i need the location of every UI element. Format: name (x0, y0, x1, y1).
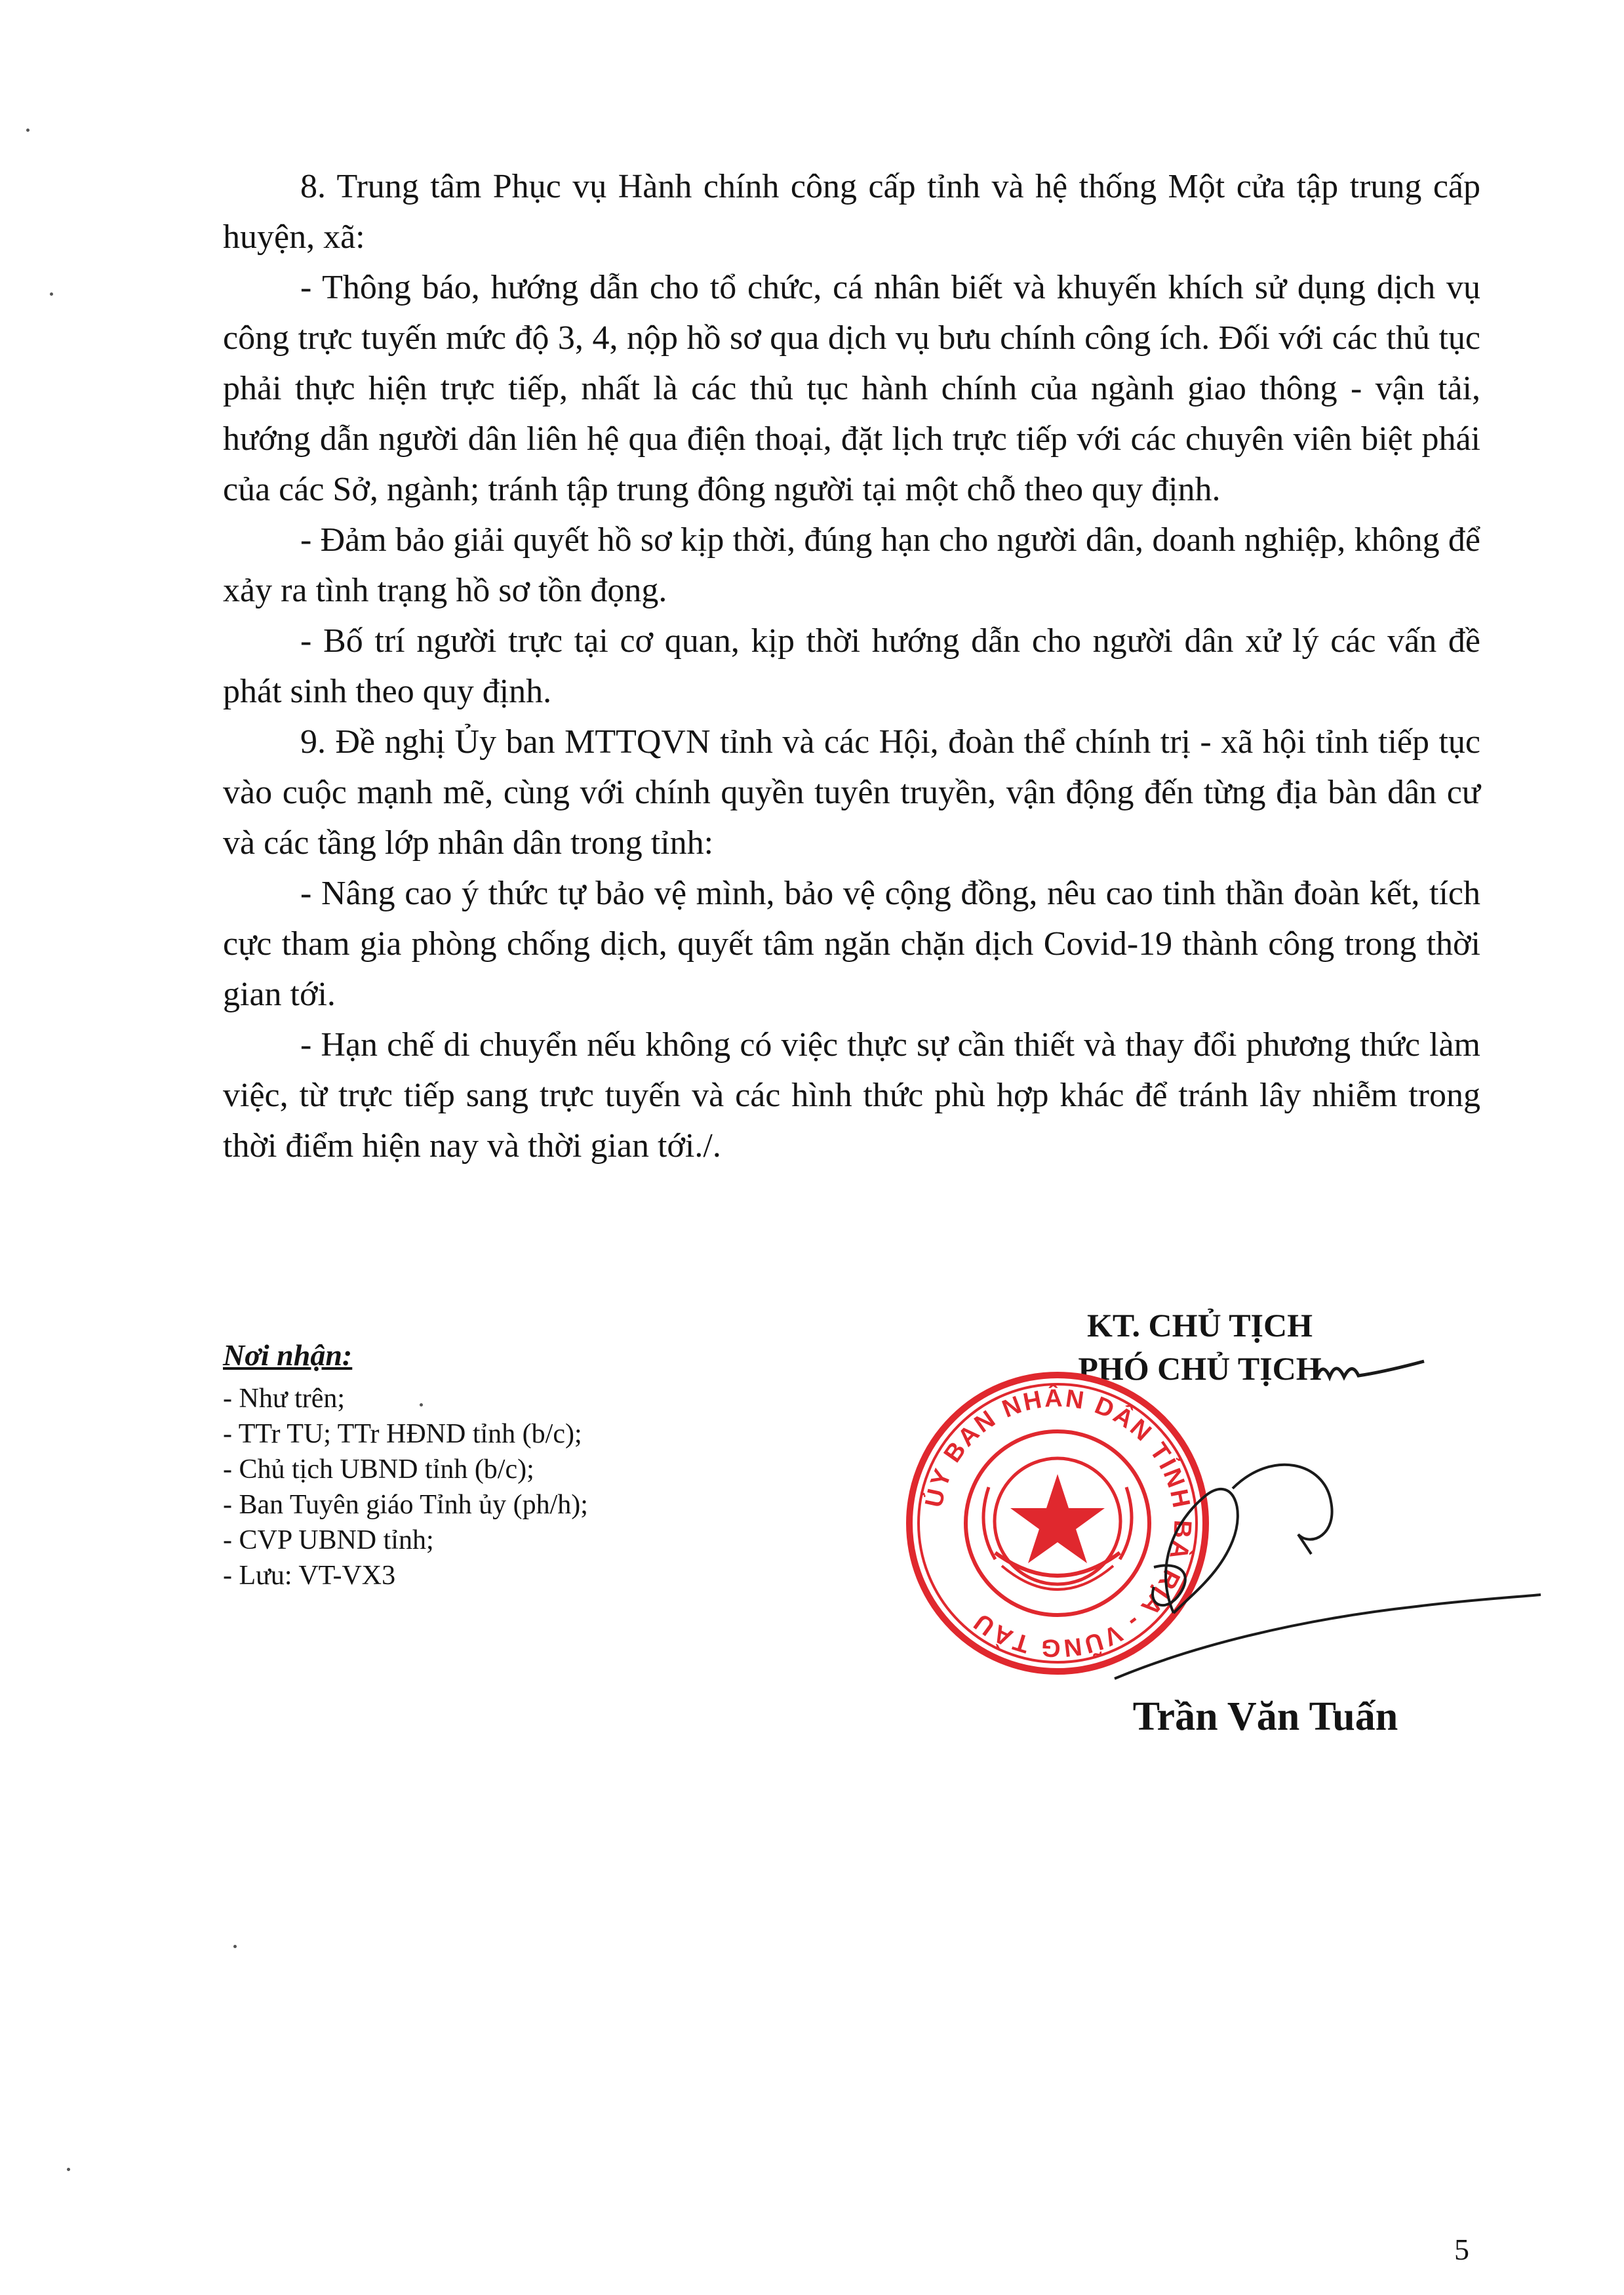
recipient-item: - CVP UBND tỉnh; (223, 1525, 434, 1555)
recipients-block (223, 1335, 721, 1593)
signer-authority: KT. CHỦ TỊCH (1086, 1307, 1313, 1344)
page-number: 5 (1454, 2233, 1469, 2266)
paragraph-awareness: - Nâng cao ý thức tự bảo vệ mình, bảo vệ cộng đồng, nêu cao tinh thần đoàn kết, tích cực tham gia phòng chống dịch, quyết tâm ngăn chặn dịch Covid-19 thành công trong thời gian tới. (223, 875, 1480, 1013)
scan-speck (26, 129, 30, 132)
paragraph-timely-processing: - Đảm bảo giải quyết hồ sơ kịp thời, đúng hạn cho người dân, doanh nghiệp, không để xảy ra tình trạng hồ sơ tồn đọng. (223, 521, 1480, 609)
seal-inscription: ỦY BAN NHÂN DÂN TỈNH BÀ RỊA - VŨNG TÀU (920, 1384, 1197, 1662)
scan-speck (67, 2168, 70, 2171)
handwritten-signature (957, 1338, 1547, 1705)
paragraph-limit-movement: - Hạn chế di chuyển nếu không có việc thực sự cần thiết và thay đổi phương thức làm việc, từ trực tiếp sang trực tuyến và các hình thức phù hợp khác để tránh lây nhiễm trong thời điểm hiện nay và thời gian tới./. (223, 1026, 1480, 1165)
scan-speck (50, 292, 53, 296)
signer-name: Trần Văn Tuấn (1132, 1694, 1398, 1739)
recipients-list (223, 1381, 721, 1593)
document-body (223, 161, 1480, 1171)
recipient-item: - Chủ tịch UBND tỉnh (b/c); (223, 1454, 534, 1485)
paragraph-online-services: - Thông báo, hướng dẫn cho tổ chức, cá nhân biết và khuyến khích sử dụng dịch vụ công trực tuyến mức độ 3, 4, nộp hồ sơ qua dịch vụ bưu chính công ích. Đối với các thủ tục phải thực hiện trực tiếp, nhất là các thủ tục hành chính của ngành giao thông - vận tải, hướng dẫn người dân liên hệ qua điện thoại, đặt lịch trực tiếp với các chuyên viên biệt phái của các Sở, ngành; tránh tập trung đông người tại một chỗ theo quy định. (223, 269, 1480, 508)
scan-speck (420, 1403, 423, 1407)
paragraph-section-9: 9. Đề nghị Ủy ban MTTQVN tỉnh và các Hội, đoàn thể chính trị - xã hội tỉnh tiếp tục vào cuộc mạnh mẽ, cùng với chính quyền tuyên truyền, vận động đến từng địa bàn dân cư và các tầng lớp nhân dân trong tỉnh: (223, 723, 1480, 862)
signer-position: PHÓ CHỦ TỊCH (1078, 1350, 1322, 1387)
scan-speck (233, 1945, 237, 1948)
recipient-item: - TTr TU; TTr HĐND tỉnh (b/c); (223, 1419, 582, 1449)
paragraph-section-8: 8. Trung tâm Phục vụ Hành chính công cấp tỉnh và hệ thống Một cửa tập trung cấp huyện, xã: (223, 168, 1480, 256)
recipients-title: Nơi nhận: (223, 1338, 353, 1372)
paragraph-on-duty-staff: - Bố trí người trực tại cơ quan, kịp thời hướng dẫn cho người dân xử lý các vấn đề phát sinh theo quy định. (223, 622, 1480, 710)
recipient-item: - Lưu: VT-VX3 (223, 1561, 396, 1591)
recipient-item: - Ban Tuyên giáo Tỉnh ủy (ph/h); (223, 1490, 588, 1520)
recipient-item: - Như trên; (223, 1384, 346, 1414)
